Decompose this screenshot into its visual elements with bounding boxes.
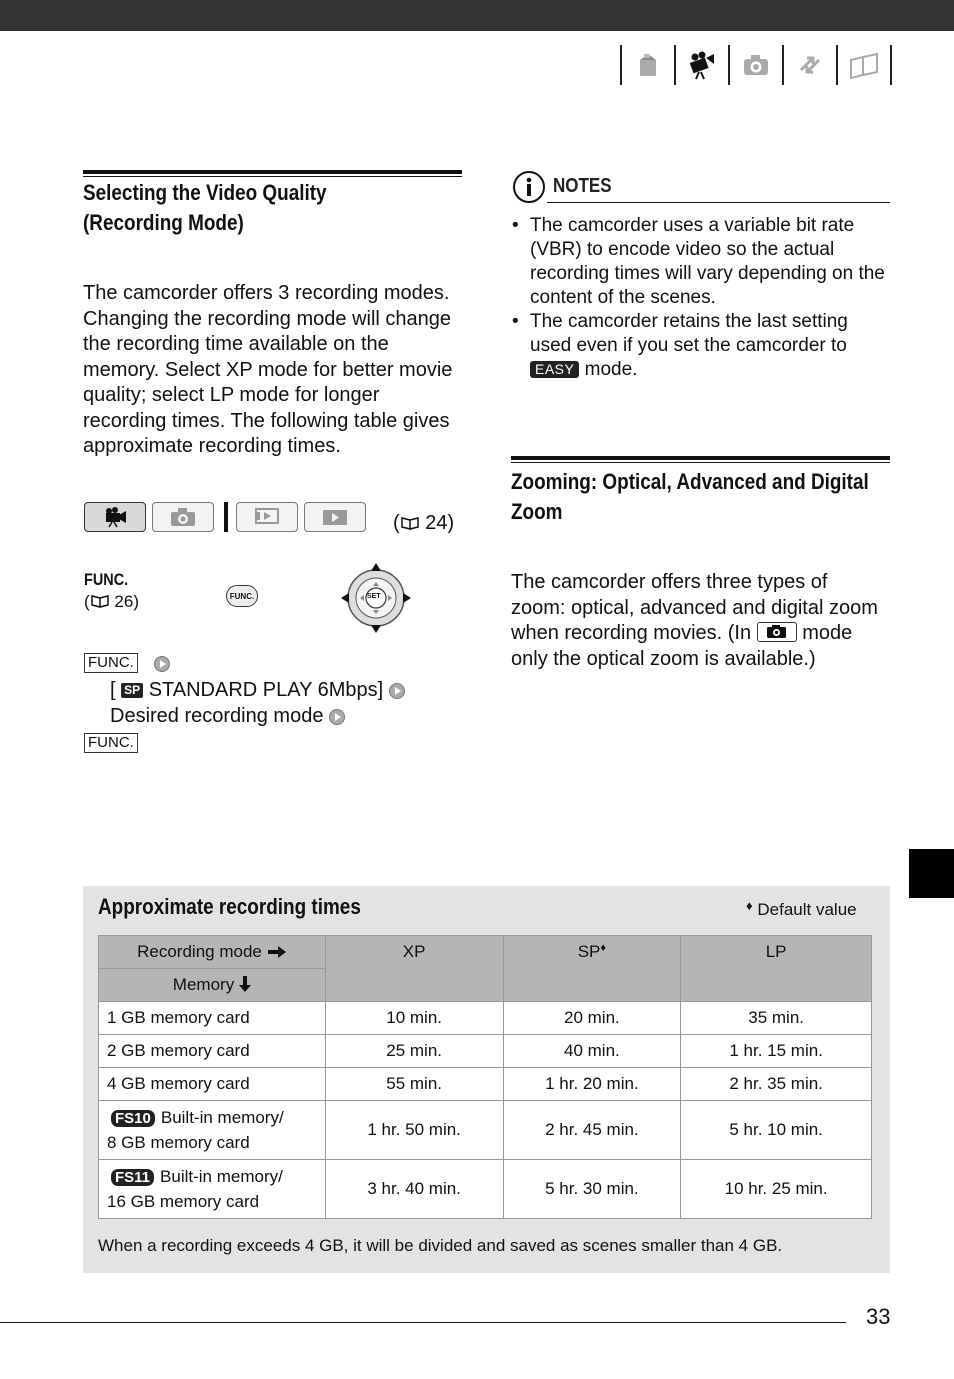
zoom-paragraph bbox=[511, 570, 883, 672]
arrow-right-icon bbox=[267, 946, 287, 958]
nav-intro-icon[interactable] bbox=[622, 45, 674, 85]
func-button-icon: FUNC. bbox=[226, 585, 258, 607]
step-text: STANDARD PLAY 6Mbps] bbox=[148, 679, 384, 701]
xp-cell: 55 min. bbox=[325, 1068, 503, 1101]
mode-play-movie-icon bbox=[236, 502, 298, 532]
mode-play-photo-icon bbox=[304, 502, 366, 532]
table-row bbox=[99, 1068, 872, 1101]
table-row bbox=[99, 1035, 872, 1068]
memory-cell bbox=[99, 1160, 326, 1219]
page-number: 33 bbox=[866, 1304, 891, 1329]
recording-times-table bbox=[98, 935, 872, 1219]
mode-camera-photo-icon bbox=[152, 502, 214, 532]
next-arrow-icon bbox=[329, 709, 345, 725]
note-item: • The camcorder uses a variable bit rate (VBR) to encode video so the actual recording times will vary depending on the content of the scenes. bbox=[511, 214, 891, 310]
sp-cell: 5 hr. 30 min. bbox=[503, 1160, 681, 1219]
section-nav bbox=[620, 44, 892, 86]
book-icon bbox=[400, 516, 420, 530]
table-header-row bbox=[99, 936, 872, 969]
recording-mode-paragraph: The camcorder offers 3 recording modes. Changing the recording mode will change the recording time available on the memory. Select XP mode for better movie quality; select LP mode for longer recording times. The following table gives approximate recording times. bbox=[83, 282, 453, 457]
table-row bbox=[99, 1160, 872, 1219]
table-row bbox=[99, 1101, 872, 1160]
operating-mode-bar bbox=[84, 502, 372, 532]
header-lp: LP bbox=[681, 936, 872, 1002]
header-text: Memory bbox=[172, 975, 235, 994]
lp-cell: 1 hr. 15 min. bbox=[681, 1035, 872, 1068]
header-memory bbox=[99, 969, 326, 1002]
model-badge: FS10 bbox=[111, 1110, 155, 1127]
zoom-text: The camcorder offers three types of zoom: optical, advanced and digital zoom when recording movies. (In bbox=[511, 571, 878, 644]
info-icon bbox=[512, 170, 546, 204]
section-rule-thin bbox=[83, 176, 462, 177]
mode-camera-movie-icon bbox=[84, 502, 146, 532]
default-note bbox=[746, 898, 857, 920]
header-recording-mode bbox=[99, 936, 326, 969]
heading-line: Selecting the Video Quality bbox=[83, 180, 327, 205]
memory-text: Built-in memory/ bbox=[160, 1108, 284, 1127]
sp-cell: 20 min. bbox=[503, 1002, 681, 1035]
lp-cell: 10 hr. 25 min. bbox=[681, 1160, 872, 1219]
memory-cell: 4 GB memory card bbox=[99, 1068, 326, 1101]
sp-cell: 2 hr. 45 min. bbox=[503, 1101, 681, 1160]
arrow-down-icon bbox=[239, 976, 251, 992]
memory-text: Built-in memory/ bbox=[160, 1167, 283, 1186]
heading-line: Zoom bbox=[511, 499, 563, 524]
xp-cell: 25 min. bbox=[325, 1035, 503, 1068]
ref-paren: ( bbox=[84, 592, 90, 611]
xp-cell: 10 min. bbox=[325, 1002, 503, 1035]
header-xp: XP bbox=[325, 936, 503, 1002]
notes-list bbox=[511, 214, 891, 382]
xp-cell: 1 hr. 50 min. bbox=[325, 1101, 503, 1160]
next-arrow-icon bbox=[154, 656, 170, 672]
model-badge: FS11 bbox=[111, 1169, 154, 1186]
chapter-tab bbox=[909, 849, 954, 898]
bracket: [ bbox=[110, 679, 116, 701]
easy-badge: EASY bbox=[530, 361, 579, 378]
func-box: FUNC. bbox=[84, 733, 138, 753]
recording-mode-heading bbox=[83, 178, 327, 238]
camera-photo-icon bbox=[757, 622, 797, 642]
nav-photo-icon[interactable] bbox=[730, 45, 782, 85]
notes-label: NOTES bbox=[553, 175, 612, 197]
sp-cell: 1 hr. 20 min. bbox=[503, 1068, 681, 1101]
heading-line: (Recording Mode) bbox=[83, 210, 244, 235]
func-label: FUNC. bbox=[84, 570, 129, 589]
memory-cell: 2 GB memory card bbox=[99, 1035, 326, 1068]
mode-divider bbox=[224, 502, 228, 532]
table-row bbox=[99, 1002, 872, 1035]
mode-page-ref bbox=[393, 512, 454, 535]
func-box: FUNC. bbox=[84, 653, 138, 673]
book-icon bbox=[90, 594, 110, 608]
lp-cell: 35 min. bbox=[681, 1002, 872, 1035]
xp-cell: 3 hr. 40 min. bbox=[325, 1160, 503, 1219]
note-item bbox=[511, 310, 891, 382]
section-rule-thin bbox=[511, 462, 890, 463]
memory-cell: 1 GB memory card bbox=[99, 1002, 326, 1035]
note-text: The camcorder retains the last setting used even if you set the camcorder to bbox=[530, 311, 848, 356]
header-text: Recording mode bbox=[137, 942, 262, 961]
zoom-heading bbox=[511, 467, 889, 527]
func-page-ref bbox=[84, 592, 139, 612]
header-text: SP bbox=[577, 942, 601, 961]
default-mark: ♦ bbox=[600, 942, 607, 954]
panel-title: Approximate recording times bbox=[98, 894, 361, 919]
footer-rule bbox=[0, 1322, 846, 1323]
ref-page: 24) bbox=[425, 512, 455, 534]
step-text: Desired recording mode bbox=[110, 705, 324, 727]
nav-separator bbox=[890, 45, 892, 85]
zoom-text: mode only the optical zoom is available.) bbox=[511, 622, 853, 670]
note-text: mode. bbox=[584, 359, 638, 380]
sp-badge: SP bbox=[121, 683, 143, 698]
lp-cell: 2 hr. 35 min. bbox=[681, 1068, 872, 1101]
ref-page: 26) bbox=[114, 592, 139, 611]
heading-line: Zooming: Optical, Advanced and Digital bbox=[511, 469, 869, 494]
memory-text: 8 GB memory card bbox=[107, 1133, 250, 1152]
sp-cell: 40 min. bbox=[503, 1035, 681, 1068]
memory-cell bbox=[99, 1101, 326, 1160]
top-bar bbox=[0, 0, 954, 31]
panel-footnote: When a recording exceeds 4 GB, it will be divided and saved as scenes smaller than 4 GB. bbox=[98, 1236, 783, 1255]
nav-info-icon[interactable] bbox=[838, 45, 890, 85]
section-rule bbox=[511, 456, 890, 460]
default-mark: ♦ bbox=[746, 898, 753, 913]
nav-external-icon[interactable] bbox=[784, 45, 836, 85]
lp-cell: 5 hr. 10 min. bbox=[681, 1101, 872, 1160]
header-sp bbox=[503, 936, 681, 1002]
ref-paren: ( bbox=[393, 512, 400, 534]
notes-rule bbox=[547, 202, 890, 203]
memory-text: 16 GB memory card bbox=[107, 1192, 260, 1211]
step-desired-mode bbox=[110, 704, 345, 730]
default-text: Default value bbox=[757, 900, 857, 919]
next-arrow-icon bbox=[389, 683, 405, 699]
section-rule bbox=[83, 170, 462, 174]
nav-movie-icon[interactable] bbox=[676, 45, 728, 85]
step-standard-play bbox=[110, 678, 405, 704]
dpad-set-label: SET bbox=[367, 593, 381, 600]
